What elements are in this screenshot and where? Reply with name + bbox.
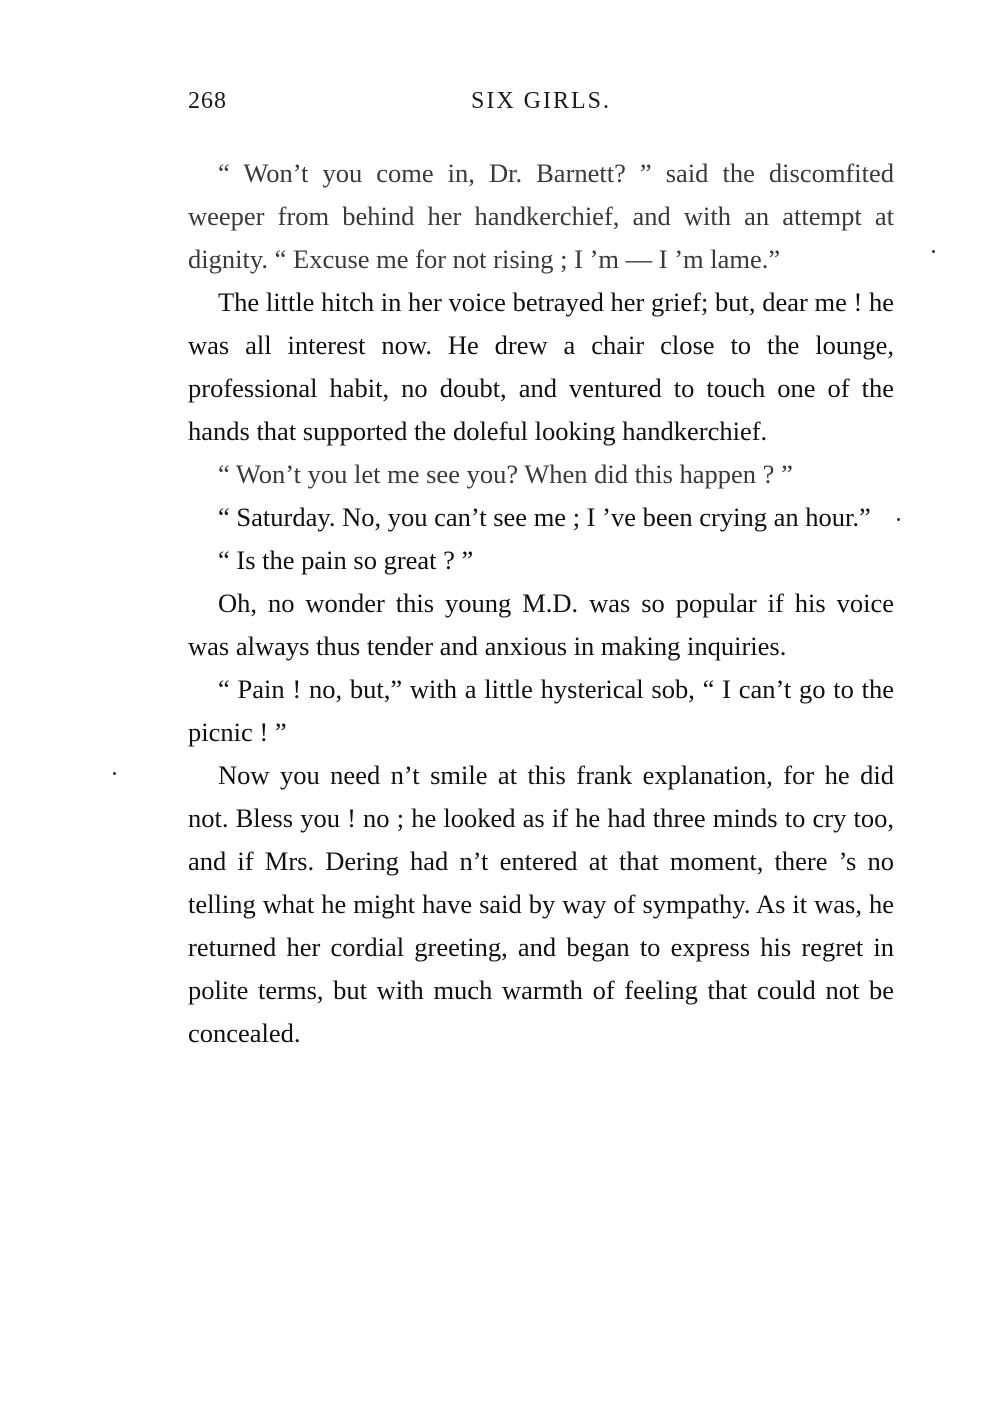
running-head: SIX GIRLS. [470, 88, 611, 114]
paragraph-2: The little hitch in her voice betrayed her grief; but, dear me ! he was all interest now. He drew a chair close to the lounge, professional habit, no doubt, and ventured to touch one of the hands that supported the doleful looking handkerchief. [188, 287, 894, 446]
scan-speck [113, 772, 116, 775]
paragraph-3: “ Won’t you let me see you? When did this happen ? ” [218, 459, 793, 489]
page-number: 268 [188, 88, 227, 114]
paragraph-4: “ Saturday. No, you can’t see me ; I ’ve been crying an hour.” [218, 502, 871, 532]
paragraph-1: “ Won’t you come in, Dr. Barnett? ” said the discomfited weeper from behind her handkerchief, and with an attempt at dignity. “ Excuse me for not rising ; I ’m — I ’m lame.” [188, 158, 894, 274]
scan-speck [932, 250, 935, 253]
paragraph-7: “ Pain ! no, but,” with a little hysterical sob, “ I can’t go to the picnic ! ” [188, 674, 894, 747]
body-text [188, 152, 894, 1055]
scan-speck [897, 518, 900, 521]
page-header [188, 88, 894, 128]
paragraph-6: Oh, no wonder this young M.D. was so popular if his voice was always thus tender and anxious in making inquiries. [188, 588, 894, 661]
paragraph-8: Now you need n’t smile at this frank explanation, for he did not. Bless you ! no ; he looked as if he had three minds to cry too, and if Mrs. Dering had n’t entered at that moment, there ’s no telling what he might have said by way of sympathy. As it was, he returned her cordial greeting, and began to express his regret in polite terms, but with much warmth of feeling that could not be concealed. [188, 760, 894, 1048]
paragraph-5: “ Is the pain so great ? ” [218, 545, 474, 575]
